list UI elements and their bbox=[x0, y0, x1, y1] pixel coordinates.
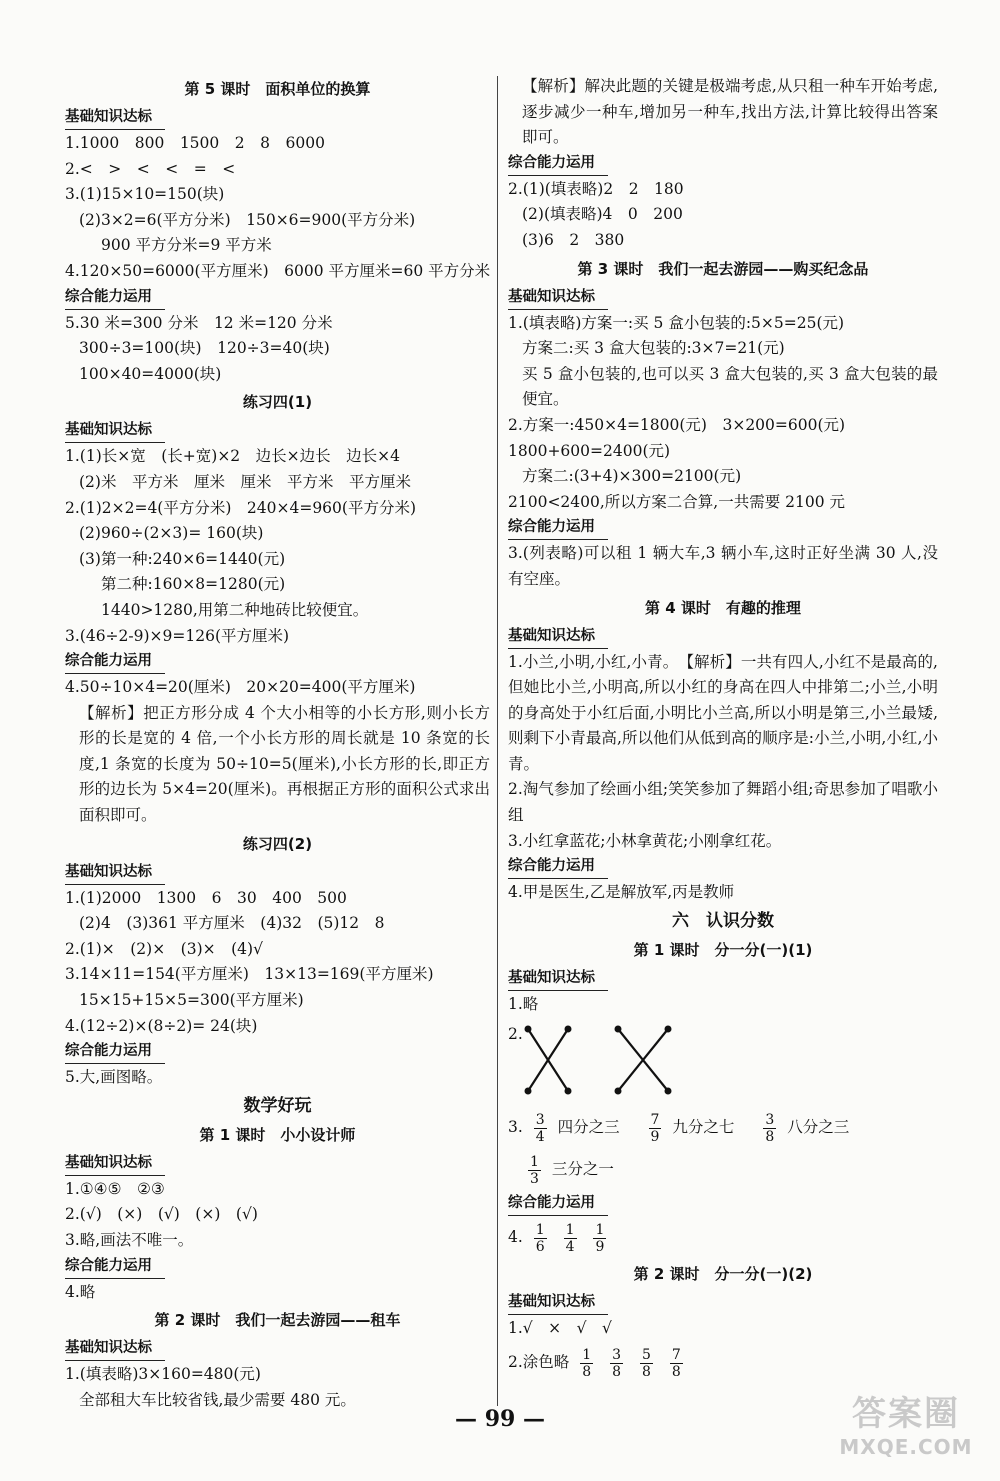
lesson-title: 第 3 课时 我们一起去游园——购买纪念品 bbox=[577, 259, 869, 278]
answer-line: 2.(1)(填表略)2 2 180 bbox=[508, 179, 684, 198]
denominator: 8 bbox=[612, 1363, 622, 1380]
fraction-reading: 九分之七 bbox=[672, 1118, 735, 1137]
section-basic: 基础知识达标 bbox=[508, 624, 608, 649]
answer-line: 1800+600=2400(元) bbox=[508, 441, 671, 460]
fraction bbox=[670, 1347, 683, 1380]
answer-line: 1.1000 800 1500 2 8 6000 bbox=[65, 134, 325, 152]
numerator: 1 bbox=[530, 1153, 539, 1170]
section-basic: 基础知识达标 bbox=[65, 860, 165, 885]
fraction bbox=[640, 1347, 653, 1380]
fraction bbox=[763, 1112, 776, 1145]
answer-line: 2.(√) (×) (√) (×) (√) bbox=[65, 1205, 258, 1224]
exercise-title: 练习四(1) bbox=[242, 393, 313, 412]
answer-line: 4.甲是医生,乙是解放军,丙是教师 bbox=[508, 883, 735, 902]
answer-line: 4.略 bbox=[65, 1282, 96, 1301]
answer-line: (3)6 2 380 bbox=[522, 230, 625, 249]
fraction bbox=[580, 1347, 593, 1380]
answer-line: 3.(列表略)可以租 1 辆大车,3 辆小车,这时正好坐满 30 人,没有空座。 bbox=[508, 544, 938, 588]
lesson-title: 第 5 课时 面积单位的换算 bbox=[184, 80, 371, 98]
lesson-title: 第 2 课时 分一分(一)(2) bbox=[633, 1265, 813, 1284]
unit-title: 六 认识分数 bbox=[672, 910, 774, 931]
denominator: 8 bbox=[641, 1363, 651, 1380]
fraction bbox=[610, 1347, 623, 1380]
lesson-title: 第 4 课时 有趣的推理 bbox=[645, 598, 801, 617]
column-divider bbox=[497, 76, 498, 1406]
answer-number: 2. bbox=[508, 1025, 523, 1044]
match-dot bbox=[665, 1026, 672, 1033]
section-advanced: 综合能力运用 bbox=[508, 151, 608, 176]
numerator: 7 bbox=[650, 1111, 660, 1128]
numerator: 3 bbox=[765, 1111, 775, 1128]
answer-line: (2)(填表略)4 0 200 bbox=[522, 205, 683, 224]
answer-line: 第二种:160×8=1280(元) bbox=[101, 575, 286, 594]
left-column bbox=[65, 74, 490, 1413]
answer-line: 买 5 盒小包装的,也可以买 3 盒大包装的,买 3 盒大包装的最便宜。 bbox=[522, 364, 938, 409]
answer-line: 1.(1)长×宽 (长+宽)×2 边长×边长 边长×4 bbox=[65, 447, 400, 466]
denominator: 6 bbox=[535, 1238, 545, 1255]
fraction-reading: 三分之一 bbox=[551, 1160, 614, 1179]
answer-line: 4.120×50=6000(平方厘米) 6000 平方厘米=60 平方分米 bbox=[65, 261, 491, 280]
match-dot bbox=[525, 1026, 532, 1033]
answer-line: 3.14×11=154(平方厘米) 13×13=169(平方厘米) bbox=[65, 965, 434, 984]
page-number: — 99 — bbox=[455, 1406, 545, 1432]
answer-number: 3. bbox=[508, 1118, 523, 1137]
answer-line: 3.小红拿蓝花;小林拿黄花;小刚拿红花。 bbox=[508, 831, 782, 850]
answer-line: 2.方案一:450×4=1800(元) 3×200=600(元) bbox=[508, 415, 846, 434]
answer-line: 900 平方分米=9 平方米 bbox=[101, 236, 272, 255]
answer-line: 2.< > < < = < bbox=[65, 159, 236, 178]
watermark-text: 答案圈 bbox=[852, 1394, 960, 1434]
denominator: 8 bbox=[671, 1363, 681, 1380]
fraction-answer bbox=[508, 1217, 938, 1259]
answer-line: 5.大,画图略。 bbox=[65, 1068, 163, 1087]
answer-line: 100×40=4000(块) bbox=[79, 364, 222, 383]
section-advanced: 综合能力运用 bbox=[508, 854, 608, 879]
unit-title: 数学好玩 bbox=[243, 1095, 312, 1116]
section-basic: 基础知识达标 bbox=[508, 285, 608, 310]
numerator: 1 bbox=[595, 1221, 605, 1238]
match-dot bbox=[525, 1088, 532, 1095]
numerator: 1 bbox=[582, 1346, 592, 1363]
fraction-answer bbox=[508, 1107, 938, 1149]
denominator: 8 bbox=[582, 1363, 592, 1380]
section-advanced: 综合能力运用 bbox=[508, 515, 608, 540]
right-column bbox=[508, 74, 938, 1384]
watermark-logo bbox=[836, 1386, 976, 1459]
denominator: 3 bbox=[530, 1170, 539, 1187]
watermark-url: MXQE.COM bbox=[839, 1435, 973, 1459]
answer-line: 1.(填表略)3×160=480(元) bbox=[65, 1365, 261, 1384]
answer-line: (2)4 (3)361 平方厘米 (4)32 (5)12 8 bbox=[79, 914, 385, 933]
answer-line: 全部租大车比较省钱,最少需要 480 元。 bbox=[79, 1390, 356, 1409]
answer-line: 4.(12÷2)×(8÷2)= 24(块) bbox=[65, 1016, 258, 1035]
numerator: 3 bbox=[612, 1346, 622, 1363]
match-dot bbox=[615, 1026, 622, 1033]
fraction bbox=[528, 1154, 541, 1187]
section-advanced: 综合能力运用 bbox=[508, 1191, 608, 1216]
denominator: 4 bbox=[535, 1128, 545, 1145]
match-dot bbox=[565, 1088, 572, 1095]
fraction-answer bbox=[508, 1342, 938, 1384]
answer-line: 2.(1)× (2)× (3)× (4)√ bbox=[65, 939, 263, 958]
answer-line: (2)3×2=6(平方分米) 150×6=900(平方分米) bbox=[79, 210, 416, 229]
fraction bbox=[564, 1222, 577, 1255]
section-advanced: 综合能力运用 bbox=[65, 285, 165, 310]
answer-number: 2.涂色略 bbox=[508, 1353, 570, 1372]
fraction-reading: 八分之三 bbox=[787, 1118, 850, 1137]
answer-line: 3.(1)15×10=150(块) bbox=[65, 185, 225, 204]
match-dot bbox=[615, 1088, 622, 1095]
answer-line: 2.淘气参加了绘画小组;笑笑参加了舞蹈小组;奇思参加了唱歌小组 bbox=[508, 780, 938, 825]
section-basic: 基础知识达标 bbox=[65, 1151, 165, 1176]
fraction bbox=[593, 1222, 606, 1255]
matching-lines-figure bbox=[518, 1021, 688, 1101]
lesson-title: 第 1 课时 分一分(一)(1) bbox=[633, 940, 813, 959]
section-basic: 基础知识达标 bbox=[508, 1290, 608, 1315]
denominator: 4 bbox=[565, 1238, 575, 1255]
section-basic: 基础知识达标 bbox=[508, 966, 608, 991]
numerator: 1 bbox=[565, 1221, 575, 1238]
answer-line: 5.30 米=300 分米 12 米=120 分米 bbox=[65, 313, 333, 332]
answer-line: 方案二:买 3 盒大包装的:3×7=21(元) bbox=[522, 339, 785, 358]
fraction bbox=[534, 1222, 547, 1255]
answer-line: 4.50÷10×4=20(厘米) 20×20=400(平方厘米) bbox=[65, 678, 416, 697]
fraction-reading: 四分之三 bbox=[557, 1118, 620, 1137]
answer-line: 3.略,画法不唯一。 bbox=[65, 1231, 194, 1249]
answer-line: 1.(1)2000 1300 6 30 400 500 bbox=[65, 888, 347, 907]
answer-line: 2.(1)2×2=4(平方分米) 240×4=960(平方分米) bbox=[65, 498, 416, 517]
answer-line: 1440>1280,用第二种地砖比较便宜。 bbox=[101, 600, 369, 619]
answer-line: 1.小兰,小明,小红,小青。 【解析】一共有四人,小红不是最高的,但她比小兰,小明高,所以小红的身高在四人中排第二;小兰,小明的身高处于小红后面,小明比小兰高,所以小明是第三,小兰最矮,则剩下小青最高,所以他们从低到高的顺序是:小兰,小明,小红,小青。 bbox=[508, 652, 938, 773]
answer-line: 1.(填表略)方案一:买 5 盒小包装的:5×5=25(元) bbox=[508, 313, 845, 332]
match-dot bbox=[665, 1088, 672, 1095]
fraction bbox=[649, 1112, 662, 1145]
section-basic: 基础知识达标 bbox=[65, 105, 165, 130]
answer-line: (2)960÷(2×3)= 160(块) bbox=[79, 524, 264, 543]
answer-line: 3.(46÷2-9)×9=126(平方厘米) bbox=[65, 626, 290, 645]
lesson-title: 第 1 课时 小小设计师 bbox=[199, 1125, 356, 1144]
answer-number: 4. bbox=[508, 1228, 523, 1247]
numerator: 7 bbox=[671, 1346, 681, 1363]
section-basic: 基础知识达标 bbox=[65, 1336, 165, 1361]
numerator: 5 bbox=[641, 1346, 651, 1363]
denominator: 8 bbox=[765, 1128, 775, 1145]
answer-line: (3)第一种:240×6=1440(元) bbox=[79, 549, 286, 568]
answer-line: (2)米 平方米 厘米 厘米 平方米 平方厘米 bbox=[79, 472, 411, 491]
answer-line: 方案二:(3+4)×300=2100(元) bbox=[522, 467, 742, 486]
answer-line: 1.√ × √ √ bbox=[508, 1319, 612, 1338]
answer-line: 300÷3=100(块) 120÷3=40(块) bbox=[79, 339, 330, 358]
section-advanced: 综合能力运用 bbox=[65, 1254, 165, 1279]
matching-answer bbox=[508, 1017, 938, 1107]
answer-line: 15×15+15×5=300(平方厘米) bbox=[79, 991, 304, 1010]
denominator: 9 bbox=[595, 1238, 605, 1255]
numerator: 1 bbox=[535, 1221, 545, 1238]
answer-line: 1.①④⑤ ②③ bbox=[65, 1179, 165, 1198]
exercise-title: 练习四(2) bbox=[242, 834, 313, 853]
section-advanced: 综合能力运用 bbox=[65, 649, 165, 674]
analysis-text: 【解析】解决此题的关键是极端考虑,从只租一种车开始考虑,逐步减少一种车,增加另一种车,找出方法,计算比较得出答案即可。 bbox=[522, 77, 938, 147]
denominator: 9 bbox=[650, 1128, 660, 1145]
answer-line: 1.略 bbox=[508, 994, 539, 1013]
fraction-answer bbox=[508, 1149, 938, 1191]
numerator: 3 bbox=[535, 1111, 545, 1128]
section-basic: 基础知识达标 bbox=[65, 418, 165, 443]
analysis-text: 【解析】把正方形分成 4 个大小相等的小长方形,则小长方形的长是宽的 4 倍,一个小长方形的周长就是 10 条宽的长度,1 条宽的长度为 50÷10=5(厘米),小长方形的长,即正方形的边长为 5×4=20(厘米)。再根据正方形的面积公式求出面积即可。 bbox=[79, 703, 490, 825]
lesson-title: 第 2 课时 我们一起去游园——租车 bbox=[154, 1311, 401, 1330]
section-advanced: 综合能力运用 bbox=[65, 1039, 165, 1064]
fraction bbox=[534, 1112, 547, 1145]
answer-line: 2100<2400,所以方案二合算,一共需要 2100 元 bbox=[508, 492, 846, 511]
match-dot bbox=[565, 1026, 572, 1033]
